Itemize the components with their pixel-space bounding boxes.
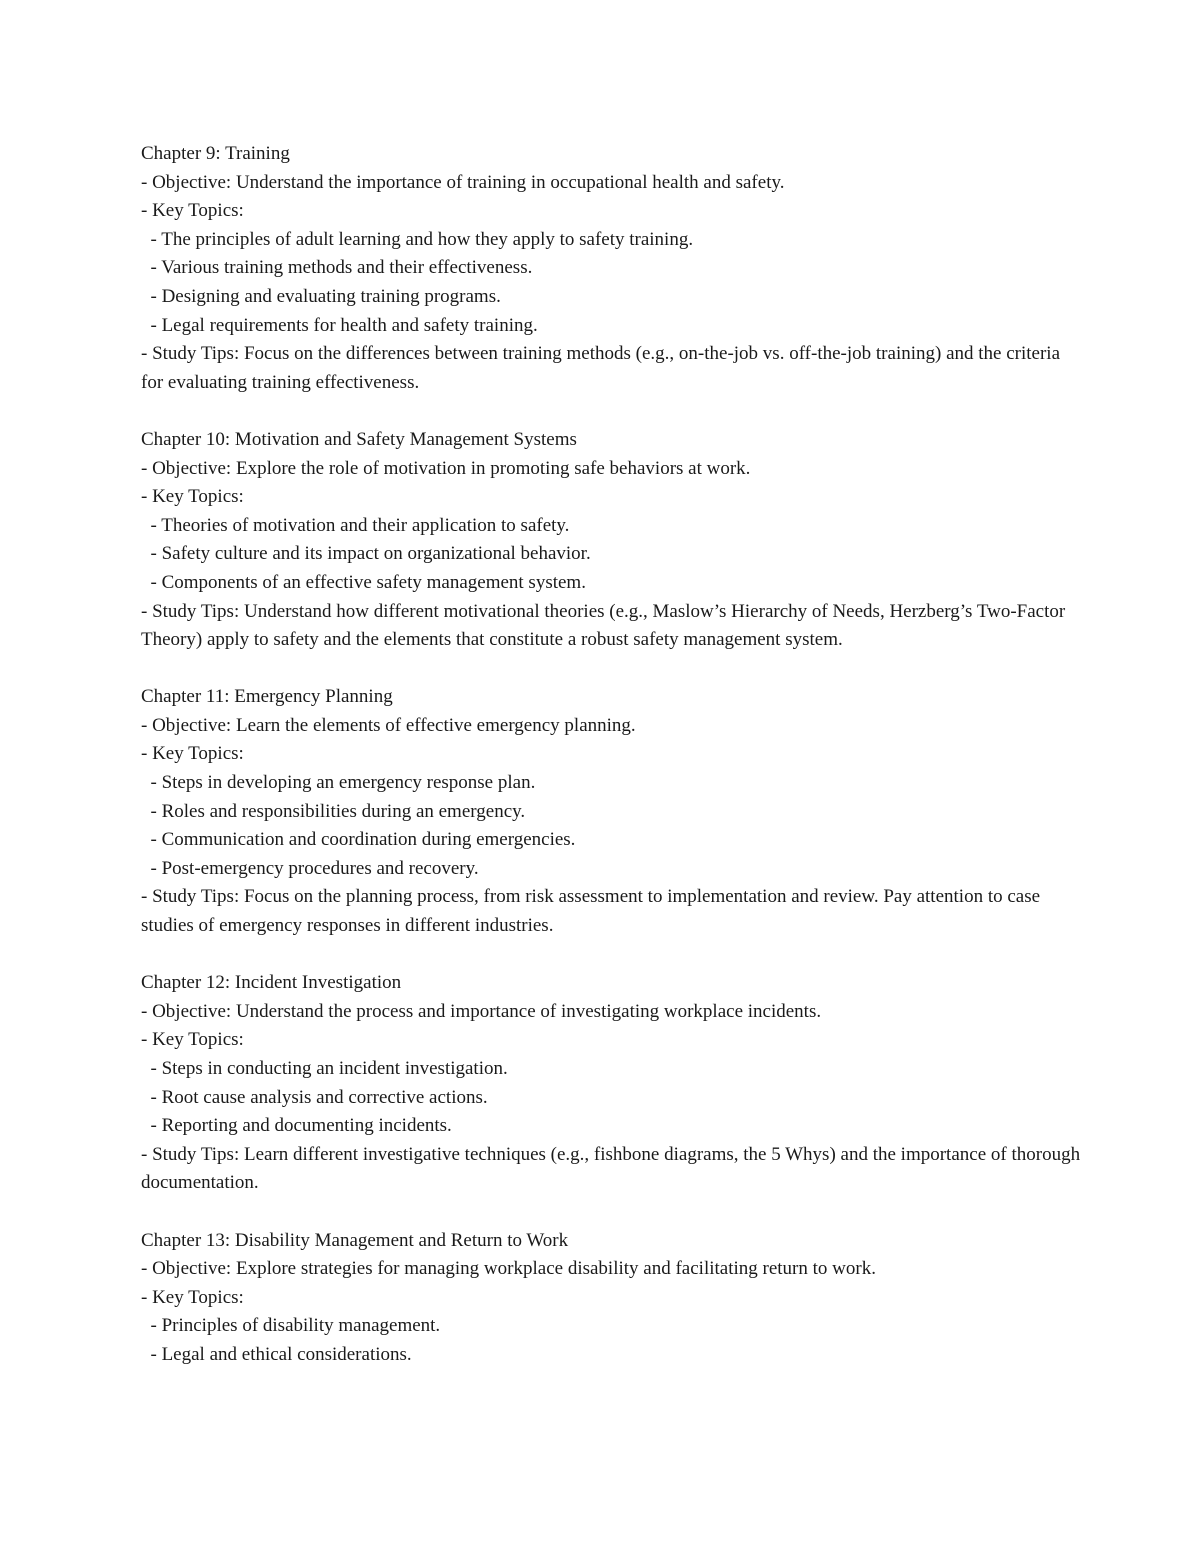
- study-tips: - Study Tips: Understand how different motivational theories (e.g., Maslow’s Hierarchy of Needs, Herzberg’s Two-Factor Theory) apply to safety and the elements that constitute a robust safety management system.: [141, 600, 1070, 651]
- chapter-section: [141, 1227, 1081, 1370]
- topic-item: - Legal and ethical considerations.: [141, 1343, 412, 1365]
- chapter-objective: - Objective: Learn the elements of effective emergency planning.: [141, 714, 636, 736]
- study-tips: - Study Tips: Focus on the differences between training methods (e.g., on-the-job vs. off-the-job training) and the criteria for evaluating training effectiveness.: [141, 343, 1065, 393]
- topic-item: - Steps in conducting an incident investigation.: [141, 1058, 508, 1079]
- topic-item: - Root cause analysis and corrective actions.: [141, 1086, 488, 1108]
- topic-item: - Legal requirements for health and safety training.: [141, 314, 538, 336]
- chapter-title: Chapter 9: Training: [141, 143, 290, 164]
- topic-item: - Theories of motivation and their application to safety.: [141, 514, 570, 536]
- study-tips: - Study Tips: Focus on the planning process, from risk assessment to implementation and review. Pay attention to case studies of emergency responses in different industries.: [141, 886, 1045, 937]
- chapter-section: [141, 683, 1081, 940]
- topic-item: - The principles of adult learning and how they apply to safety training.: [141, 228, 694, 250]
- topic-item: - Various training methods and their effectiveness.: [141, 257, 533, 279]
- chapter-title: Chapter 12: Incident Investigation: [141, 972, 402, 994]
- chapter-title: Chapter 11: Emergency Planning: [141, 686, 393, 708]
- chapter-title: Chapter 10: Motivation and Safety Management Systems: [141, 428, 577, 450]
- key-topics-label: - Key Topics:: [141, 743, 244, 765]
- topic-item: - Roles and responsibilities during an emergency.: [141, 800, 526, 822]
- document-body: [141, 140, 1085, 1398]
- topic-item: - Safety culture and its impact on organizational behavior.: [141, 543, 591, 565]
- topic-item: - Post-emergency procedures and recovery.: [141, 857, 479, 879]
- chapter-objective: - Objective: Understand the process and importance of investigating workplace incidents.: [141, 1000, 822, 1022]
- topic-item: - Components of an effective safety management system.: [141, 571, 586, 593]
- chapter-objective: - Objective: Explore the role of motivation in promoting safe behaviors at work.: [141, 457, 751, 479]
- key-topics-label: - Key Topics:: [141, 200, 244, 222]
- key-topics-label: - Key Topics:: [141, 1286, 244, 1308]
- chapter-section: [141, 969, 1085, 1198]
- chapter-objective: - Objective: Understand the importance of training in occupational health and safety.: [141, 171, 785, 193]
- key-topics-label: - Key Topics:: [141, 1029, 244, 1051]
- key-topics-label: - Key Topics:: [141, 486, 244, 508]
- study-tips: - Study Tips: Learn different investigative techniques (e.g., fishbone diagrams, the 5 Whys) and the importance of thorough documentation.: [141, 1143, 1085, 1194]
- topic-item: - Designing and evaluating training programs.: [141, 285, 501, 307]
- topic-item: - Communication and coordination during emergencies.: [141, 829, 576, 851]
- chapter-objective: - Objective: Explore strategies for managing workplace disability and facilitating return to work.: [141, 1258, 876, 1280]
- topic-item: - Steps in developing an emergency response plan.: [141, 772, 536, 794]
- chapter-section: [141, 140, 1081, 397]
- chapter-section: [141, 426, 1081, 655]
- chapter-title: Chapter 13: Disability Management and Return to Work: [141, 1229, 569, 1251]
- topic-item: - Principles of disability management.: [141, 1315, 441, 1337]
- topic-item: - Reporting and documenting incidents.: [141, 1115, 452, 1137]
